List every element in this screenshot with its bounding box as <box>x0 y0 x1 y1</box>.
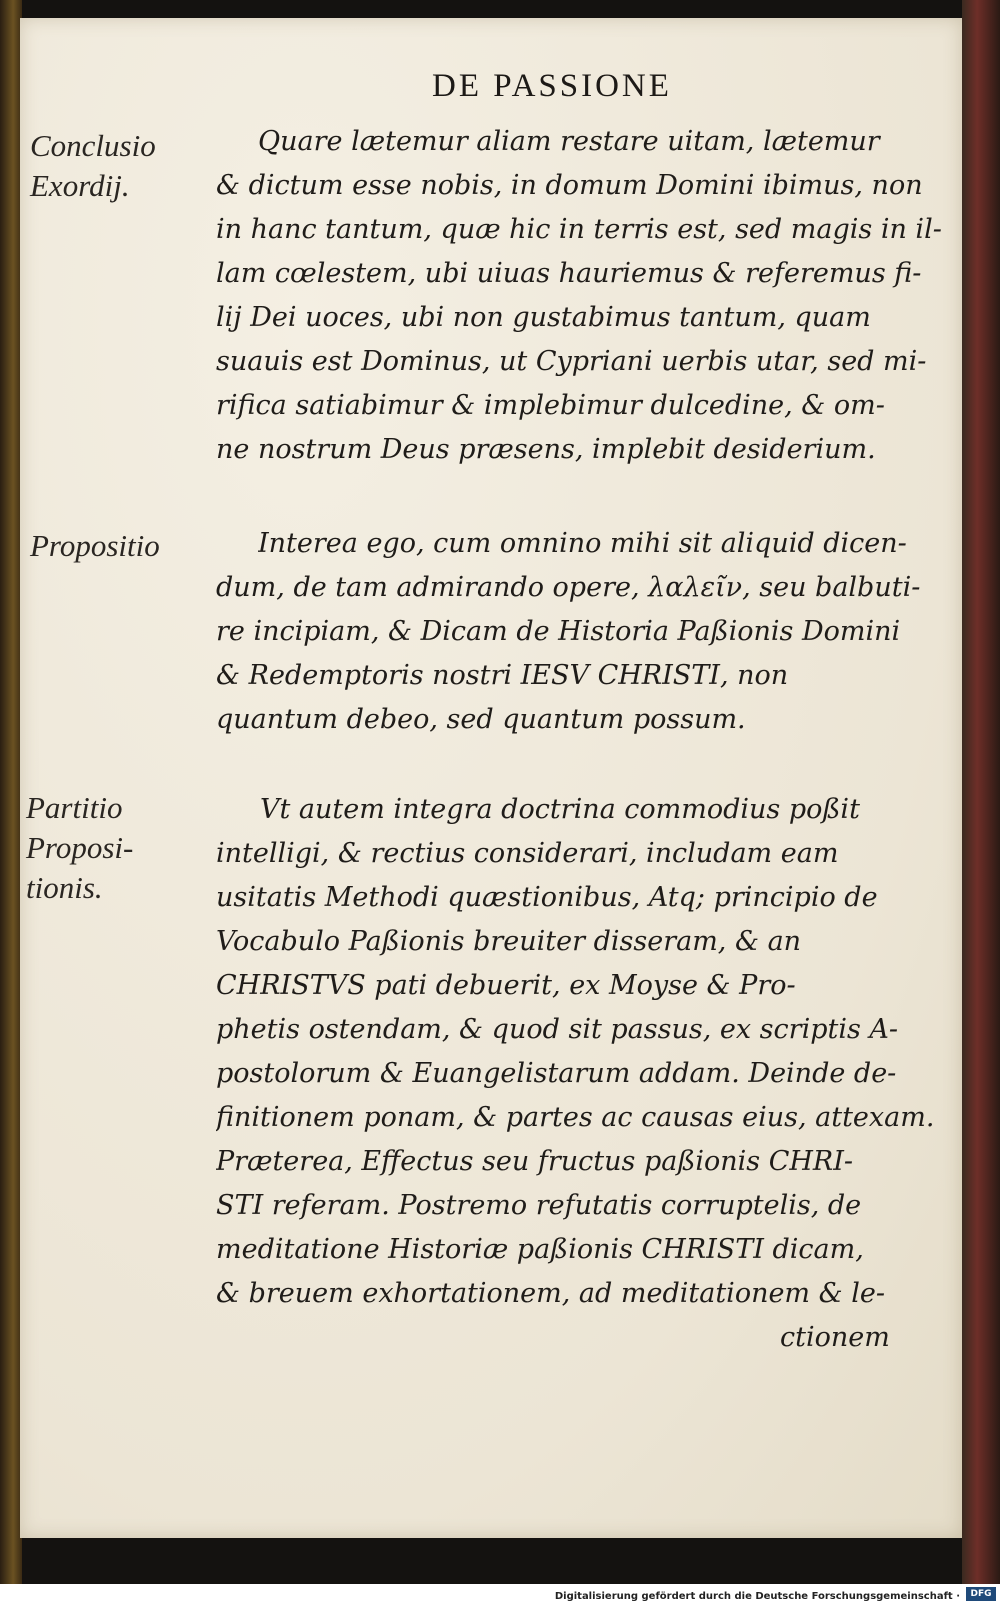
text-line: meditatione Historiæ paßionis CHRISTI dicam, <box>216 1234 864 1265</box>
text-line: lam cœlestem, ubi uiuas hauriemus & referemus fi- <box>216 258 922 289</box>
margin-note-line: Partitio <box>26 790 123 825</box>
text-line: Interea ego, cum omnino mihi sit aliquid dicen- <box>258 528 907 559</box>
text-line: quantum debeo, sed quantum possum. <box>216 704 746 735</box>
text-line: & breuem exhortationem, ad meditationem & le- <box>216 1278 885 1309</box>
text-line: phetis ostendam, & quod sit passus, ex scriptis A- <box>216 1014 899 1045</box>
text-line: ne nostrum Deus præsens, implebit desiderium. <box>216 434 876 465</box>
text-line: finitionem ponam, & partes ac causas eius, attexam. <box>216 1102 935 1133</box>
text-line: Præterea, Effectus seu fructus paßionis CHRI- <box>216 1146 854 1177</box>
margin-note-line: tionis. <box>26 870 103 905</box>
text-line: postolorum & Euangelistarum addam. Deinde de- <box>216 1058 897 1089</box>
book-page <box>20 18 962 1538</box>
margin-note-partitio <box>26 788 133 908</box>
margin-note-line: Conclusio <box>30 128 156 163</box>
text-line: Vt autem integra doctrina commodius poßit <box>260 794 860 825</box>
catchword: ctionem <box>780 1322 890 1353</box>
text-line: Quare lætemur aliam restare uitam, lætemur <box>258 126 880 157</box>
text-line: dum, de tam admirando opere, λαλεῖν, seu balbuti- <box>216 572 921 603</box>
footer-credit: Digitalisierung gefördert durch die Deutsche Forschungsgemeinschaft · <box>554 1591 960 1602</box>
dfg-logo: DFG <box>966 1587 996 1601</box>
text-line: intelligi, & rectius considerari, includam eam <box>216 838 839 869</box>
footer-bar <box>0 1584 1000 1604</box>
margin-note-line: Propositio <box>30 528 160 563</box>
margin-note-conclusio <box>30 126 156 206</box>
text-line: CHRISTVS pati debuerit, ex Moyse & Pro- <box>216 970 796 1001</box>
margin-note-propositio <box>30 526 160 566</box>
running-head: DE PASSIONE <box>432 68 672 104</box>
book-edge-left <box>0 0 22 1590</box>
text-line: in hanc tantum, quæ hic in terris est, sed magis in il- <box>216 214 942 245</box>
text-line: & Redemptoris nostri IESV CHRISTI, non <box>216 660 789 691</box>
text-line: lij Dei uoces, ubi non gustabimus tantum, quam <box>216 302 871 333</box>
text-line: STI referam. Postremo refutatis corruptelis, de <box>216 1190 862 1221</box>
text-line: re incipiam, & Dicam de Historia Paßionis Domini <box>216 616 901 647</box>
text-line: suauis est Dominus, ut Cypriani uerbis utar, sed mi- <box>216 346 927 377</box>
book-edge-right <box>962 0 1000 1590</box>
text-line: Vocabulo Paßionis breuiter disseram, & an <box>216 926 802 957</box>
text-line: rifica satiabimur & implebimur dulcedine, & om- <box>216 390 885 421</box>
text-line: & dictum esse nobis, in domum Domini ibimus, non <box>216 170 923 201</box>
margin-note-line: Exordij. <box>30 168 130 203</box>
text-line: usitatis Methodi quæstionibus, Atq; principio de <box>216 882 878 913</box>
margin-note-line: Proposi- <box>26 830 134 865</box>
